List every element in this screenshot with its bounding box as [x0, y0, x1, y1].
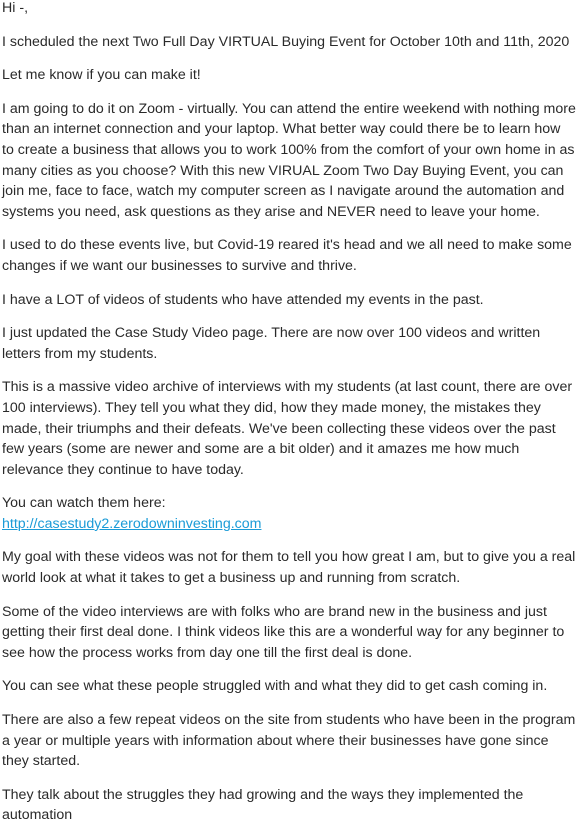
paragraph-videos: I have a LOT of videos of students who have attended my events in the past. — [2, 291, 484, 308]
paragraph-case-study-update: I just updated the Case Study Video page. There are now over 100 videos and written letters from my students. — [2, 325, 541, 362]
watch-intro: You can watch them here: — [2, 495, 166, 512]
paragraph-zoom: I am going to do it on Zoom - virtually. You can attend the entire weekend with nothing more than an internet connection and your laptop. What better way could there be to learn how to create a business that allows you to work 100% from the comfort of your own home in as many cities as you choose? With this new VIRUAL Zoom Two Day Buying Event, you can join me, face to face, watch my computer screen as I navigate around the automation and systems you need, ask questions as they arise and NEVER need to leave your home. — [2, 100, 576, 220]
paragraph-rsvp: Let me know if you can make it! — [2, 67, 201, 84]
paragraph-growth: They talk about the struggles they had growing and the ways they implemented the automation — [2, 786, 524, 824]
paragraph-watch — [2, 493, 576, 534]
paragraph-goal: My goal with these videos was not for them to tell you how great I am, but to give you a real world look at what it takes to get a business up and running from scratch. — [2, 549, 576, 587]
paragraph-repeat-videos: There are also a few repeat videos on the site from students who have been in the program a year or multiple years with information about where their businesses have gone since they started. — [2, 712, 576, 770]
case-study-link[interactable]: http://casestudy2.zerodowninvesting.com — [2, 515, 262, 532]
paragraph-archive: This is a massive video archive of interviews with my students (at last count, there are over 100 interviews). They tell you what they did, how they made money, the mistakes they made, their triumphs and their defeats. We've been collecting these videos over the past few years (some are newer and some are a bit older) and it amazes me how much relevance they continue to have today. — [2, 379, 573, 478]
paragraph-beginners: Some of the video interviews are with folks who are brand new in the business and just getting their first deal done. I think videos like this are a wonderful way for any beginner to see how the process works from day one till the first deal is done. — [2, 603, 565, 661]
paragraph-event-date: I scheduled the next Two Full Day VIRTUAL Buying Event for October 10th and 11th, 2020 — [2, 33, 570, 50]
paragraph-struggles: You can see what these people struggled with and what they did to get cash coming in. — [2, 678, 548, 695]
greeting: Hi -, — [2, 0, 29, 16]
paragraph-covid: I used to do these events live, but Covid-19 reared it's head and we all need to make some changes if we want our businesses to survive and thrive. — [2, 237, 572, 274]
